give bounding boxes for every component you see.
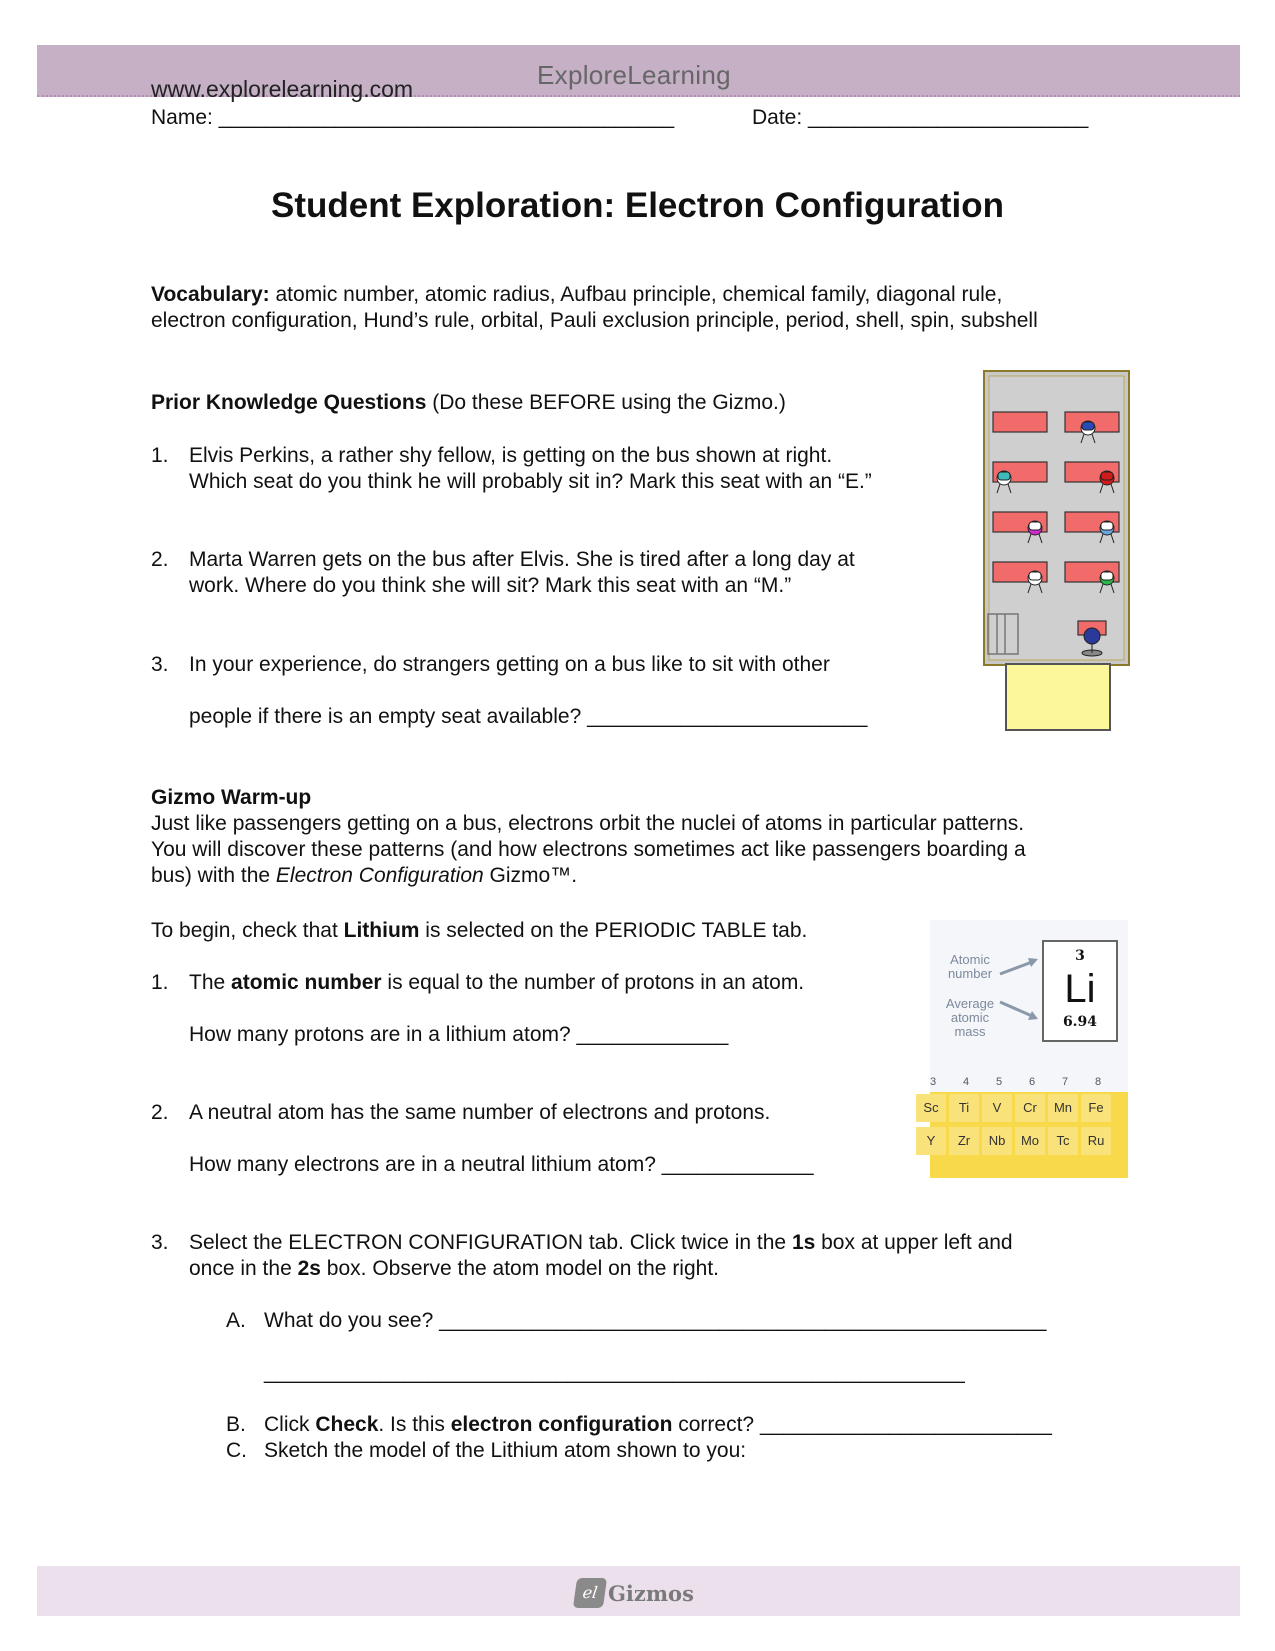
prior-q3-number: 3. <box>151 653 169 676</box>
element-cell: Sc <box>916 1094 946 1122</box>
prior-q2-line-2: work. Where do you think she will sit? Mark this seat with an “M.” <box>189 574 792 597</box>
date-blank[interactable]: ________________________ <box>808 106 1089 129</box>
gizmos-wordmark: Gizmos <box>608 1580 694 1606</box>
q3a-letter: A. <box>226 1309 246 1332</box>
bus-door <box>1006 664 1110 730</box>
lithium-atomic-number: 3 <box>1075 948 1085 964</box>
prior-q2-line-1 <box>151 547 855 573</box>
element-cell: Tc <box>1048 1127 1078 1155</box>
prior-q1-number: 1. <box>151 444 169 467</box>
q3a-text[interactable]: What do you see? ____________________________________________________ <box>264 1309 1047 1332</box>
begin-lithium: Lithium <box>343 919 420 942</box>
begin-instruction <box>151 918 807 944</box>
warmup-q2-number: 2. <box>151 1101 169 1124</box>
group-number: 8 <box>1095 1076 1102 1088</box>
page-title: Student Exploration: Electron Configuration <box>270 186 1005 225</box>
warmup-q3-number: 3. <box>151 1231 169 1254</box>
gizmo-name: Electron Configuration <box>275 864 484 887</box>
warmup-q3-end: box at upper left and <box>815 1231 1013 1254</box>
gizmos-mark-icon: el <box>573 1578 607 1608</box>
warmup-q1-ask[interactable]: How many protons are in a lithium atom? _____________ <box>189 1023 729 1046</box>
group-number: 7 <box>1062 1076 1069 1088</box>
group-number: 5 <box>996 1076 1003 1088</box>
element-cell: Zr <box>949 1127 979 1155</box>
element-row-2 <box>916 1127 1114 1155</box>
prior-q1-line-1 <box>151 443 832 469</box>
warmup-q3-c <box>226 1438 746 1464</box>
group-number: 6 <box>1029 1076 1036 1088</box>
lithium-element-tile <box>1042 940 1118 1042</box>
warmup-q3-a <box>226 1308 1046 1334</box>
warmup-q3-l2-end: box. Observe the atom model on the right. <box>320 1257 719 1280</box>
warmup-paragraph-3-start: bus) with the <box>151 864 276 887</box>
q3c-text: Sketch the model of the Lithium atom shown to you: <box>264 1439 747 1462</box>
prior-heading-note: (Do these BEFORE using the Gizmo.) <box>432 391 786 414</box>
site-url[interactable]: www.explorelearning.com <box>151 76 414 102</box>
group-number: 4 <box>963 1076 970 1088</box>
lithium-symbol: Li <box>1064 967 1096 1011</box>
prior-q1-text-1: Elvis Perkins, a rather shy fellow, is getting on the bus shown at right. <box>189 444 833 467</box>
brand-logo: ExploreLearning <box>537 60 731 90</box>
q3b-check: Check <box>315 1413 379 1436</box>
warmup-heading: Gizmo Warm-up <box>151 786 312 809</box>
warmup-q2-text: A neutral atom has the same number of electrons and protons. <box>189 1101 771 1124</box>
warmup-q1 <box>151 970 804 996</box>
q3b-start: Click <box>264 1413 316 1436</box>
element-row-1 <box>916 1094 1114 1122</box>
warmup-q1-end: is equal to the number of protons in an atom. <box>381 971 805 994</box>
element-cell: V <box>982 1094 1012 1122</box>
prior-q1-line-2: Which seat do you think he will probably sit in? Mark this seat with an “E.” <box>189 470 872 493</box>
warmup-q2 <box>151 1100 770 1126</box>
name-row <box>151 105 674 131</box>
lithium-atomic-mass: 6.94 <box>1062 1014 1098 1030</box>
bus-seating-diagram <box>983 370 1130 732</box>
warmup-q3-b <box>226 1412 1052 1438</box>
seat-left-1 <box>993 412 1047 432</box>
element-cell: Ti <box>949 1094 979 1122</box>
prior-q3-line-1 <box>151 652 830 678</box>
prior-heading-title: Prior Knowledge Questions <box>151 391 427 414</box>
average-mass-caption: Average atomic mass <box>945 996 995 1039</box>
atomic-number-caption: Atomic number <box>947 952 993 981</box>
vocabulary-terms-1: atomic number, atomic radius, Aufbau principle, chemical family, diagonal rule, <box>275 283 1003 306</box>
begin-text-start: To begin, check that <box>151 919 344 942</box>
warmup-q1-start: The <box>189 971 232 994</box>
q3c-letter: C. <box>226 1439 247 1462</box>
caption-arrows <box>998 950 1044 1030</box>
q3b-term: electron configuration <box>450 1413 673 1436</box>
vocabulary-line-2: electron configuration, Hund’s rule, orbital, Pauli exclusion principle, period, shell, spin, subshell <box>151 309 1038 332</box>
prior-q3-text-1: In your experience, do strangers getting on a bus like to sit with other <box>189 653 830 676</box>
element-cell: Y <box>916 1127 946 1155</box>
element-cell: Mn <box>1048 1094 1078 1122</box>
warmup-paragraph-1: Just like passengers getting on a bus, electrons orbit the nuclei of atoms in particular patterns. <box>151 812 1025 835</box>
warmup-q3-1s: 1s <box>791 1231 816 1254</box>
date-label: Date: <box>752 106 803 129</box>
name-blank[interactable]: _______________________________________ <box>218 106 675 129</box>
q3b-end[interactable]: correct? _________________________ <box>672 1413 1052 1436</box>
element-cell: Ru <box>1081 1127 1111 1155</box>
name-label: Name: <box>151 106 213 129</box>
warmup-q3-l2-start: once in the <box>189 1257 298 1280</box>
element-cell: Mo <box>1015 1127 1045 1155</box>
prior-q2-text-1: Marta Warren gets on the bus after Elvis. She is tired after a long day at <box>189 548 855 571</box>
warmup-q3-start: Select the ELECTRON CONFIGURATION tab. Click twice in the <box>189 1231 792 1254</box>
gizmos-logo <box>575 1576 694 1610</box>
vocabulary-line-1 <box>151 282 1002 308</box>
begin-text-end: is selected on the PERIODIC TABLE tab. <box>419 919 808 942</box>
warmup-paragraph-3-end: Gizmo™. <box>483 864 578 887</box>
periodic-table-illustration <box>923 920 1128 1178</box>
q3b-letter: B. <box>226 1413 246 1436</box>
warmup-q2-ask[interactable]: How many electrons are in a neutral lithium atom? _____________ <box>189 1153 814 1176</box>
element-cell: Nb <box>982 1127 1012 1155</box>
element-cell: Fe <box>1081 1094 1111 1122</box>
warmup-paragraph-2: You will discover these patterns (and how electrons sometimes act like passengers boarding a <box>151 838 1026 861</box>
prior-heading <box>151 390 786 416</box>
warmup-q3-line-1 <box>151 1230 1013 1256</box>
warmup-q3-2s: 2s <box>297 1257 321 1280</box>
date-row <box>752 105 1088 131</box>
warmup-q3-line-2 <box>189 1256 719 1282</box>
warmup-q1-term: atomic number <box>231 971 382 994</box>
group-number: 3 <box>930 1076 937 1088</box>
q3a-answer-line-2[interactable]: ____________________________________________________________ <box>264 1361 965 1384</box>
prior-q3-line-2[interactable]: people if there is an empty seat available? ________________________ <box>189 705 868 728</box>
vocabulary-label: Vocabulary: <box>151 283 270 306</box>
element-cell: Cr <box>1015 1094 1045 1122</box>
warmup-paragraph-3 <box>151 863 577 889</box>
prior-q2-number: 2. <box>151 548 169 571</box>
group-number-row <box>930 1076 1130 1090</box>
warmup-q1-number: 1. <box>151 971 169 994</box>
q3b-mid: . Is this <box>378 1413 451 1436</box>
